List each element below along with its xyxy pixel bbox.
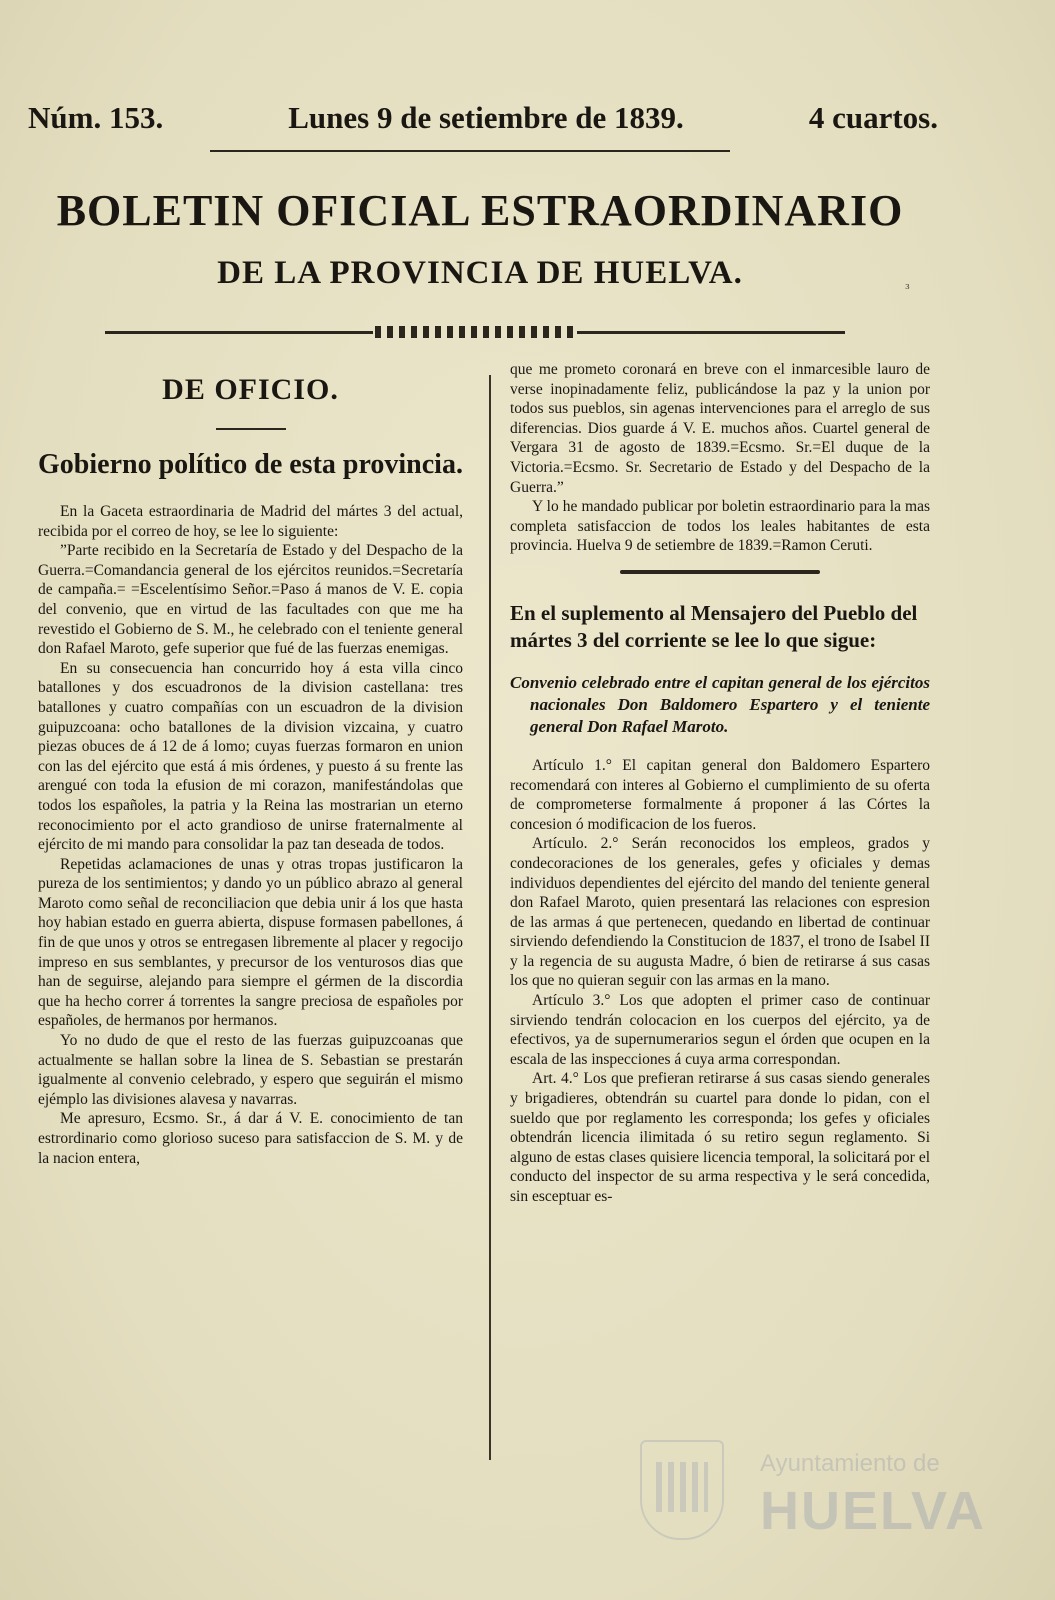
paragraph: Repetidas aclamaciones de unas y otras tropas justificaron la pureza de los sentimientos; y dando yo un público abrazo al general Maroto como señal de reconciliacion que debia unir á los que hasta hoy habian estado en guerra abierta, dispuse formasen pabellones, á fin de que unos y otros se entregasen libremente al placer y regocijo impreso en sus semblantes, y precursor de los venturosos dias que han de seguirse, alejando para siempre el gérmen de la discordia que ha hecho correr á torrentes la sangre preciosa de españoles por españoles, de hermanos por hermanos.: [38, 855, 463, 1030]
article-paragraph: Artículo 1.° El capitan general don Baldomero Espartero recomendará con interes al Gobierno el cumplimiento de su oferta de comprometerse formalmente á proponer á las Córtes la concesion ó modificacion de los fueros.: [510, 756, 930, 833]
paragraph: En su consecuencia han concurrido hoy á esta villa cinco batallones y dos escuadronos de la division castellana: tres batallones y cuatro compañías con un escuadron de la division guipuzcoana: ocho batallones de la division vizcaina, y cuatro piezas obuces de á 12 de á lomo; cuyas fuerzas formaron en union con las del ejército que está á mis órdenes, y puesto á su frente las arengué con toda la efusion de mi corazon, manifestándolas que todos los españoles, la patria y la Reina las mostrarian un eterno reconocimiento por el acto grandioso de unirse fraternalmente al ejército de mi mando para consolidar la paz tan deseada de todos.: [38, 659, 463, 854]
crest-icon: [640, 1440, 724, 1540]
ornamental-divider: [105, 325, 845, 339]
convention-title: Convenio celebrado entre el capitan general de los ejércitos nacionales Don Baldomero Espartero y el teniente general Don Rafael Maroto.: [510, 672, 930, 736]
issue-number: Núm. 153.: [28, 100, 164, 135]
section-rule: [620, 570, 820, 574]
article-paragraph: Art. 4.° Los que prefieran retirarse á sus casas siendo generales y brigadieres, obtendrán su cuartel para donde lo pidan, con el sueldo que por reglamento les corresponda; los gefes y oficiales obtendrán licencia ilimitada ó su retiro segun reglamento. Si alguno de estas clases quisiere licencia temporal, la solicitará por el conducto del inspector de su arma respectiva y le será concedida, sin esceptuar es-: [510, 1070, 930, 1205]
paragraph: Me apresuro, Ecsmo. Sr., á dar á V. E. conocimiento de tan estrordinario como glorioso suceso para satisfaccion de S. M. y de la nacion entera,: [38, 1110, 463, 1167]
paragraph: En la Gaceta estraordinaria de Madrid del mártes 3 del actual, recibida por el correo de hoy, se lee lo siguiente:: [38, 503, 463, 540]
paragraph: que me prometo coronará en breve con el inmarcesible lauro de verse inopinadamente feliz, publicándose la paz y la union por todos sus pueblos, sin agenas intervenciones para el arreglo de sus diferencias. Dios guarde á V. E. muchos años. Cuartel general de Vergara 31 de agosto de 1839.=Ecsmo. Sr.=El duque de la Victoria.=Ecsmo. Sr. Secretario de Estado y del Despacho de la Guerra.”: [510, 361, 930, 496]
newspaper-subtitle: DE LA PROVINCIA DE HUELVA.: [217, 255, 743, 291]
article-paragraph: Artículo. 2.° Serán reconocidos los empleos, grados y condecoraciones de los generales, gefes y oficiales y demas individuos dependientes del ejército del mando del teniente general don Rafael Maroto, quien presentará las relaciones con espresion de las armas á que pertenecen, quedando en libertad de continuar sirviendo defendiendo la Constitucion de 1837, el trono de Isabel II y la regencia de su augusta Madre, ó bien de retirarse á sus casas los que no quieran seguir con las armas en la mano.: [510, 835, 930, 990]
paragraph: Y lo he mandado publicar por boletin estraordinario para la mas completa satisfaccion de todos los leales habitantes de esta provincia. Huelva 9 de setiembre de 1839.=Ramon Ceruti.: [510, 498, 930, 555]
issue-price: 4 cuartos.: [808, 100, 938, 135]
article-paragraph: Artículo 3.° Los que adopten el primer caso de continuar sirviendo tendrán colocacion en los cuerpos del ejército, ya de efectivos, ya de supernumerarios segun el órden que ocupen en la escala de las inspecciones á cuya arma correspondan.: [510, 992, 930, 1068]
watermark-line1: Ayuntamiento de: [760, 1450, 940, 1477]
paragraph: ”Parte recibido en la Secretaría de Estado y del Despacho de la Guerra.=Comandancia general de los ejércitos reunidos.=Secretaría de campaña.= =Escelentísimo Señor.=Paso á manos de V. E. copia del convenio, que en virtud de las facultades con que me ha revestido el Gobierno de S. M., he celebrado con el teniente general don Rafael Maroto, gefe superior que fué de las fuerzas enemigas.: [38, 542, 463, 658]
right-column: [510, 360, 930, 1207]
issue-date: Lunes 9 de setiembre de 1839.: [288, 100, 684, 135]
section-heading: DE OFICIO.: [162, 373, 339, 406]
newspaper-title: BOLETIN OFICIAL ESTRAORDINARIO: [56, 186, 904, 235]
sub-heading: Gobierno político de esta provincia.: [38, 449, 463, 480]
watermark-line2: HUELVA: [760, 1481, 986, 1541]
masthead: [28, 100, 938, 136]
watermark: [640, 1440, 986, 1550]
supplement-heading: En el suplemento al Mensajero del Pueblo del mártes 3 del corriente se lee lo que sigue:: [510, 600, 918, 652]
short-rule: [216, 428, 286, 430]
paragraph: Yo no dudo de que el resto de las fuerzas guipuzcoanas que actualmente se hallan sobre la linea de S. Sebastian se prestarán igualmente al convenio celebrado, y espero que seguirán el mismo ejémplo las divisiones alavesa y navarras.: [38, 1032, 463, 1108]
left-column: [38, 360, 463, 1168]
masthead-rule: [210, 150, 730, 152]
column-divider: [489, 375, 491, 1460]
print-mark: ₃: [905, 278, 910, 292]
